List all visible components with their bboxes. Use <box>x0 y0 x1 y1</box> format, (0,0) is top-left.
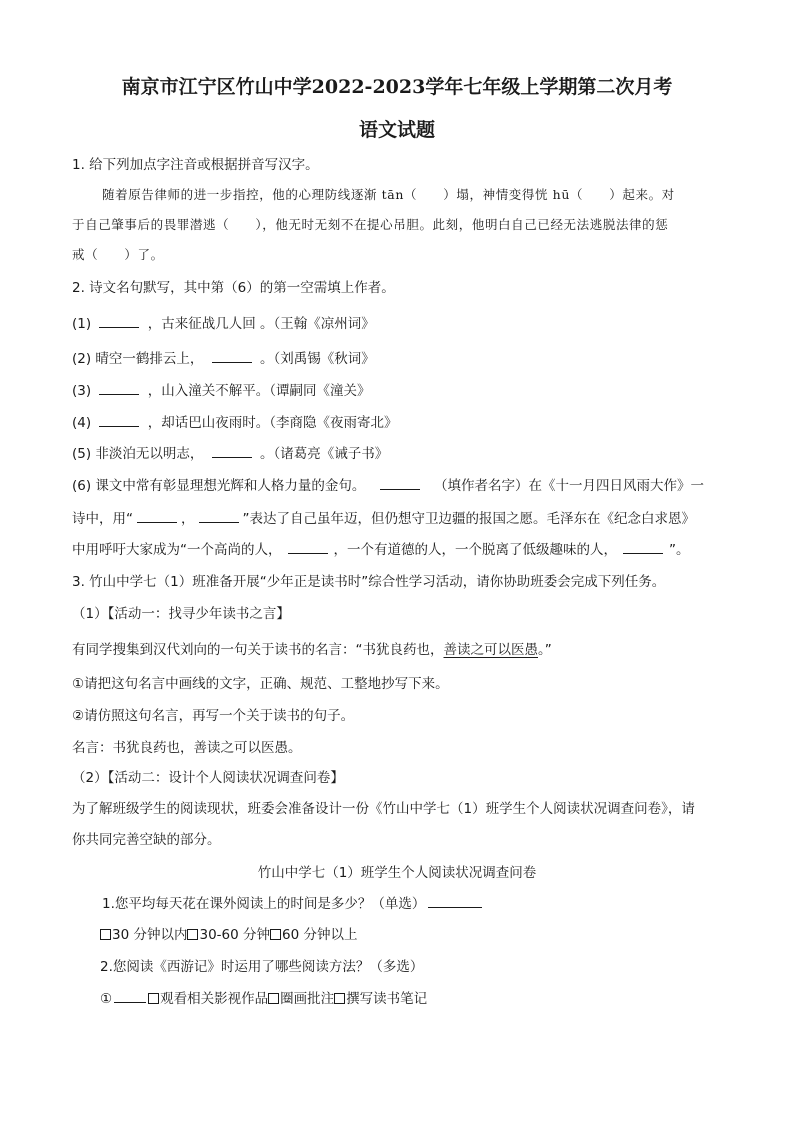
q2-item-6-text: ”。 <box>669 542 690 558</box>
q2-item-6-text: ”表达了自己虽年迈，但仍想守卫边疆的报国之愿。毛泽东在《纪念白求恩》 <box>242 511 695 527</box>
q3-underlined-text: 善读之可以医愚 <box>443 642 538 658</box>
checkbox-icon[interactable] <box>270 929 281 940</box>
q1-stem: 1. 给下列加点字注音或根据拼音写汉字。 <box>72 157 319 173</box>
survey-option: 60 分钟以上 <box>282 927 358 943</box>
exam-subtitle: 语文试题 <box>358 119 435 141</box>
survey-option: 30 分钟以内 <box>112 927 188 943</box>
q2-item-6-text: ， <box>181 511 195 527</box>
q2-item-6-text: (6) 课文中常有彰显理想光辉和人格力量的金句。 <box>72 478 366 494</box>
answer-blank[interactable] <box>199 509 239 523</box>
q2-item-4-text: ，却话巴山夜雨时。（李商隐《夜雨寄北》 <box>147 415 398 431</box>
answer-blank[interactable] <box>99 314 139 328</box>
q3-task-1: ①请把这句名言中画线的文字，正确、规范、工整地抄写下来。 <box>72 676 449 692</box>
q2-item-2 <box>72 347 375 367</box>
q3-task-2: ②请仿照这句名言，再写一个关于读书的句子。 <box>72 708 355 724</box>
q3-activity-2-desc-2: 你共同完善空缺的部分。 <box>72 832 221 848</box>
q2-item-4-number: (4) <box>72 415 92 431</box>
q3-quote-end: 。” <box>538 642 552 658</box>
checkbox-icon[interactable] <box>334 993 345 1004</box>
q3-activity-2: （2）【活动二：设计个人阅读状况调查问卷】 <box>72 770 344 786</box>
q2-item-6-line-2 <box>72 507 695 527</box>
q2-item-6-line-3 <box>72 538 690 558</box>
answer-blank[interactable] <box>99 381 139 395</box>
q3-stem: 3. 竹山中学七（1）班准备开展“少年正是读书时”综合性学习活动，请你协助班委会完成下列任务。 <box>72 574 666 590</box>
q1-passage-line-3: 戒（ ）了。 <box>72 247 164 262</box>
survey-question-1-options <box>100 923 358 943</box>
q2-item-5 <box>72 442 388 462</box>
q3-quote-line <box>72 638 552 658</box>
q2-item-3-text: ，山入潼关不解平。（谭嗣同《潼关》 <box>147 383 371 399</box>
q1-passage-line-2: 于自己肇事后的畏罪潜逃（ ），他无时无刻不在提心吊胆。此刻，他明白自己已经无法逃脱法律的惩 <box>72 217 669 232</box>
checkbox-icon[interactable] <box>268 993 279 1004</box>
q3-activity-2-desc-1: 为了解班级学生的阅读现状，班委会准备设计一份《竹山中学七（1）班学生个人阅读状况调查问卷》，请 <box>72 801 695 817</box>
survey-option: 观看相关影视作品 <box>160 991 269 1007</box>
survey-question-1 <box>102 892 482 912</box>
q2-item-5-source: 。（诸葛亮《诫子书》 <box>260 446 389 462</box>
q2-item-2-source: 。（刘禹锡《秋词》 <box>260 351 375 367</box>
q2-item-1 <box>72 312 375 332</box>
answer-blank[interactable] <box>99 413 139 427</box>
q2-item-5-text: (5) 非淡泊无以明志， <box>72 446 204 462</box>
answer-blank[interactable] <box>288 540 328 554</box>
q2-item-6-text: ，一个有道德的人，一个脱离了低级趣味的人， <box>333 542 617 558</box>
survey-question-2: 2.您阅读《西游记》时运用了哪些阅读方法？（多选） <box>100 959 424 975</box>
q3-activity-1: （1）【活动一：找寻少年读书之言】 <box>72 606 290 622</box>
q2-item-6-text: （填作者名字）在《十一月四日风雨大作》一 <box>434 478 705 494</box>
q2-item-6-line-1 <box>72 474 704 494</box>
answer-blank[interactable] <box>212 444 252 458</box>
answer-blank[interactable] <box>428 894 482 908</box>
survey-question-1-text: 1.您平均每天花在课外阅读上的时间是多少？（单选） <box>102 896 426 912</box>
q3-quote-text: 有同学搜集到汉代刘向的一句关于读书的名言：“书犹良药也， <box>72 642 444 658</box>
checkbox-icon[interactable] <box>100 929 111 940</box>
q2-item-2-text: (2) 晴空一鹤排云上， <box>72 351 204 367</box>
survey-title: 竹山中学七（1）班学生个人阅读状况调查问卷 <box>257 865 537 881</box>
q2-item-1-text: ，古来征战几人回 。（王翰《凉州词》 <box>147 316 375 332</box>
q2-item-6-text: 中用呼吁大家成为“一个高尚的人， <box>72 542 282 558</box>
answer-blank[interactable] <box>137 509 177 523</box>
q2-item-1-number: (1) <box>72 316 92 332</box>
q2-stem: 2. 诗文名句默写，其中第（6）的第一空需填上作者。 <box>72 280 395 296</box>
survey-option: 撰写读书笔记 <box>346 991 428 1007</box>
q1-passage-line-1: 随着原告律师的进一步指控，他的心理防线逐渐 tān（ ）塌，神情变得恍 hū（ ）起来。对 <box>102 187 675 202</box>
q2-item-4 <box>72 411 397 431</box>
survey-question-2-options <box>100 987 427 1007</box>
circled-number: ① <box>100 991 113 1007</box>
checkbox-icon[interactable] <box>187 929 198 940</box>
answer-blank[interactable] <box>212 349 252 363</box>
survey-option: 30-60 分钟 <box>199 927 271 943</box>
q2-item-6-text: 诗中，用“ <box>72 511 133 527</box>
q2-item-3 <box>72 379 370 399</box>
q2-item-3-number: (3) <box>72 383 92 399</box>
q3-motto: 名言：书犹良药也，善读之可以医愚。 <box>72 740 302 756</box>
answer-blank[interactable] <box>623 540 663 554</box>
exam-title: 南京市江宁区竹山中学2022-2023学年七年级上学期第二次月考 <box>121 76 673 98</box>
survey-option: 圈画批注 <box>280 991 335 1007</box>
answer-blank[interactable] <box>114 989 146 1003</box>
checkbox-icon[interactable] <box>148 993 159 1004</box>
answer-blank[interactable] <box>380 476 420 490</box>
